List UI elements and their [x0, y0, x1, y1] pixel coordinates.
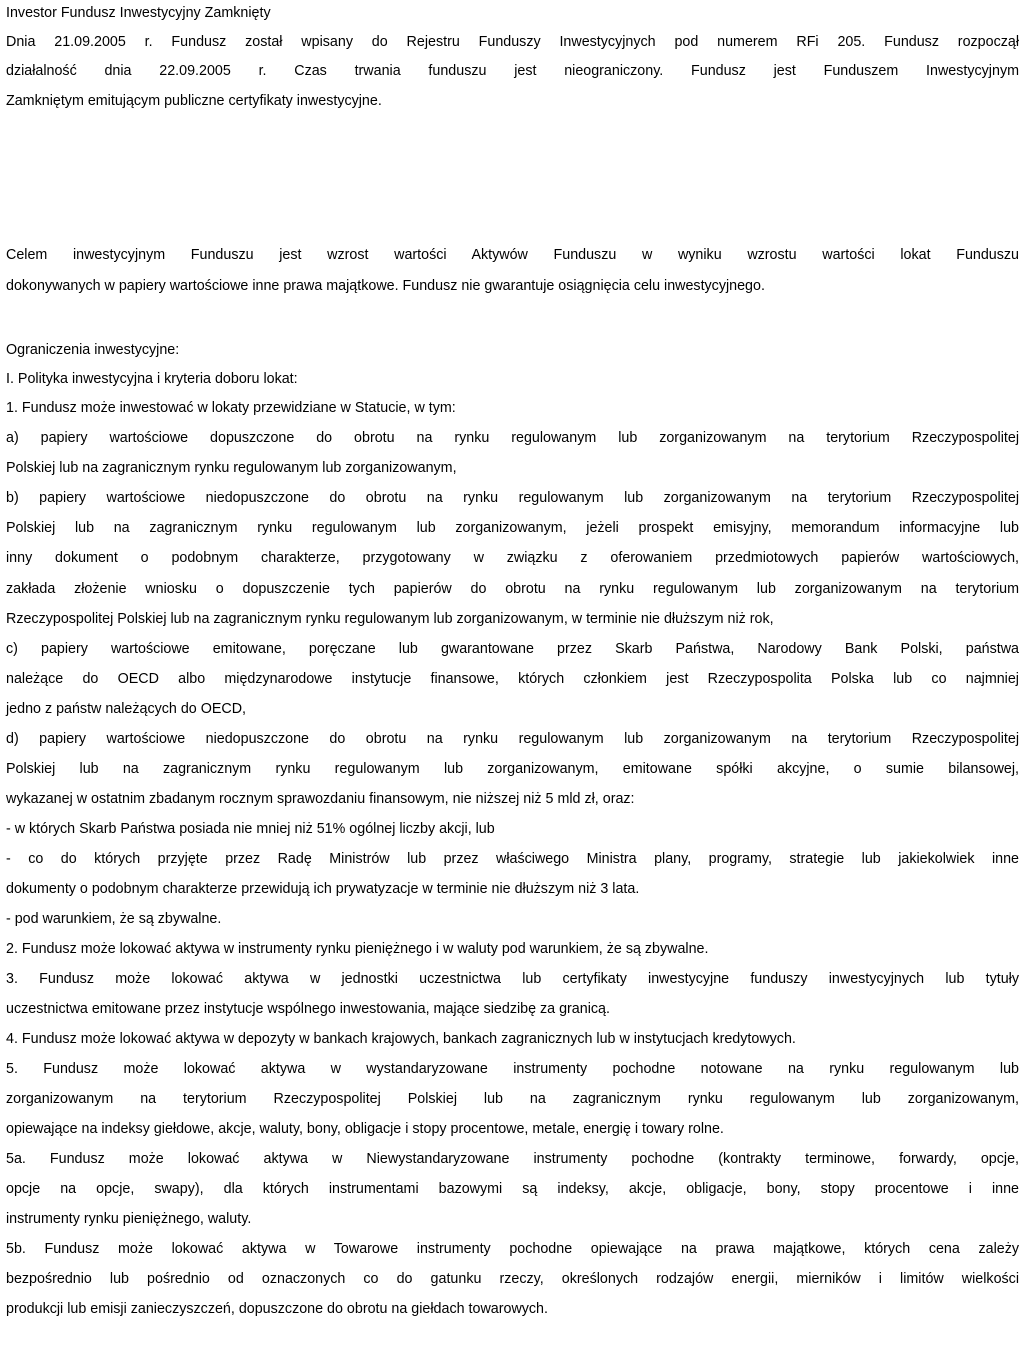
body-line: - pod warunkiem, że są zbywalne. — [6, 911, 222, 927]
body-line: produkcji lub emisji zanieczyszczeń, dopuszczone do obrotu na giełdach towarowych. — [6, 1301, 548, 1317]
body-line: Polskiej lub na zagranicznym rynku regulowanym lub zorganizowanym, emitowane spółki akcyjne, o sumie bilansowej, — [6, 761, 1019, 777]
body-line: wykazanej w ostatnim zbadanym rocznym sprawozdaniu finansowym, nie niższej niż 5 mld zł, oraz: — [6, 791, 635, 807]
body-line: c) papiery wartościowe emitowane, poręczane lub gwarantowane przez Skarb Państwa, Narodowy Bank Polski, państwa — [6, 641, 1019, 657]
body-line: opcje na opcje, swapy), dla których instrumentami bazowymi są indeksy, akcje, obligacje, bony, stopy procentowe i inne — [6, 1181, 1019, 1197]
body-line: d) papiery wartościowe niedopuszczone do obrotu na rynku regulowanym lub zorganizowanym na terytorium Rzeczypospolitej — [6, 731, 1019, 747]
body-line: - w których Skarb Państwa posiada nie mniej niż 51% ogólnej liczby akcji, lub — [6, 821, 495, 837]
body-line: zakłada złożenie wniosku o dopuszczenie tych papierów do obrotu na rynku regulowanym lub zorganizowanym na terytorium — [6, 581, 1019, 597]
body-line: 4. Fundusz może lokować aktywa w depozyty w bankach krajowych, bankach zagranicznych lub w instytucjach kredytowych. — [6, 1031, 796, 1047]
body-line: - co do których przyjęte przez Radę Ministrów lub przez właściwego Ministra plany, programy, strategie lub jakiekolwiek inne — [6, 851, 1019, 867]
body-line: b) papiery wartościowe niedopuszczone do obrotu na rynku regulowanym lub zorganizowanym na terytorium Rzeczypospolitej — [6, 490, 1019, 506]
body-line: 1. Fundusz może inwestować w lokaty przewidziane w Statucie, w tym: — [6, 400, 456, 416]
body-line: opiewające na indeksy giełdowe, akcje, waluty, bony, obligacje i stopy procentowe, metale, energię i towary rolne. — [6, 1121, 724, 1137]
intro-line: Zamkniętym emitującym publiczne certyfikaty inwestycyjne. — [6, 93, 382, 109]
goal-line: Celem inwestycyjnym Funduszu jest wzrost wartości Aktywów Funduszu w wyniku wzrostu wartości lokat Funduszu — [6, 247, 1019, 263]
body-line: inny dokument o podobnym charakterze, przygotowany w związku z oferowaniem przedmiotowych papierów wartościowych, — [6, 550, 1019, 566]
body-line: dokumenty o podobnym charakterze przewidują ich prywatyzacje w terminie nie dłuższym niż 3 lata. — [6, 881, 640, 897]
body-line: 5. Fundusz może lokować aktywa w wystandaryzowane instrumenty pochodne notowane na rynku regulowanym lub — [6, 1061, 1019, 1077]
body-line: Rzeczypospolitej Polskiej lub na zagranicznym rynku regulowanym lub zorganizowanym, w terminie nie dłuższym niż rok, — [6, 611, 774, 627]
body-line: jedno z państw należących do OECD, — [6, 701, 246, 717]
body-line: a) papiery wartościowe dopuszczone do obrotu na rynku regulowanym lub zorganizowanym na terytorium Rzeczypospolitej — [6, 430, 1019, 446]
restrictions-heading: Ograniczenia inwestycyjne: — [6, 342, 180, 358]
document-header: Investor Fundusz Inwestycyjny Zamknięty — [6, 5, 271, 21]
body-line: Polskiej lub na zagranicznym rynku regulowanym lub zorganizowanym, jeżeli prospekt emisyjny, memorandum informacyjne lub — [6, 520, 1019, 536]
body-line: Polskiej lub na zagranicznym rynku regulowanym lub zorganizowanym, — [6, 460, 457, 476]
body-line: należące do OECD albo międzynarodowe instytucje finansowe, których członkiem jest Rzeczypospolita Polska lub co najmniej — [6, 671, 1019, 687]
body-line: 2. Fundusz może lokować aktywa w instrumenty rynku pieniężnego i w waluty pod warunkiem, że są zbywalne. — [6, 941, 709, 957]
body-line: bezpośrednio lub pośrednio od oznaczonych co do gatunku rzeczy, określonych rodzajów energii, mierników i limitów wielkości — [6, 1271, 1019, 1287]
body-line: uczestnictwa emitowane przez instytucje wspólnego inwestowania, mające siedzibę za granicą. — [6, 1001, 610, 1017]
body-line: zorganizowanym na terytorium Rzeczypospolitej Polskiej lub na zagranicznym rynku regulowanym lub zorganizowanym, — [6, 1091, 1019, 1107]
intro-line: działalność dnia 22.09.2005 r. Czas trwania funduszu jest nieograniczony. Fundusz jest Funduszem Inwestycyjnym — [6, 63, 1019, 79]
intro-line: Dnia 21.09.2005 r. Fundusz został wpisany do Rejestru Funduszy Inwestycyjnych pod numerem RFi 205. Fundusz rozpoczął — [6, 34, 1019, 50]
body-line: 5b. Fundusz może lokować aktywa w Towarowe instrumenty pochodne opiewające na prawa majątkowe, których cena zależy — [6, 1241, 1019, 1257]
goal-line: dokonywanych w papiery wartościowe inne prawa majątkowe. Fundusz nie gwarantuje osiągnięcia celu inwestycyjnego. — [6, 278, 765, 294]
body-line: instrumenty rynku pieniężnego, waluty. — [6, 1211, 252, 1227]
body-line: 5a. Fundusz może lokować aktywa w Niewystandaryzowane instrumenty pochodne (kontrakty terminowe, forwardy, opcje, — [6, 1151, 1019, 1167]
policy-heading: I. Polityka inwestycyjna i kryteria doboru lokat: — [6, 371, 298, 387]
body-line: 3. Fundusz może lokować aktywa w jednostki uczestnictwa lub certyfikaty inwestycyjne funduszy inwestycyjnych lub tytuły — [6, 971, 1019, 987]
